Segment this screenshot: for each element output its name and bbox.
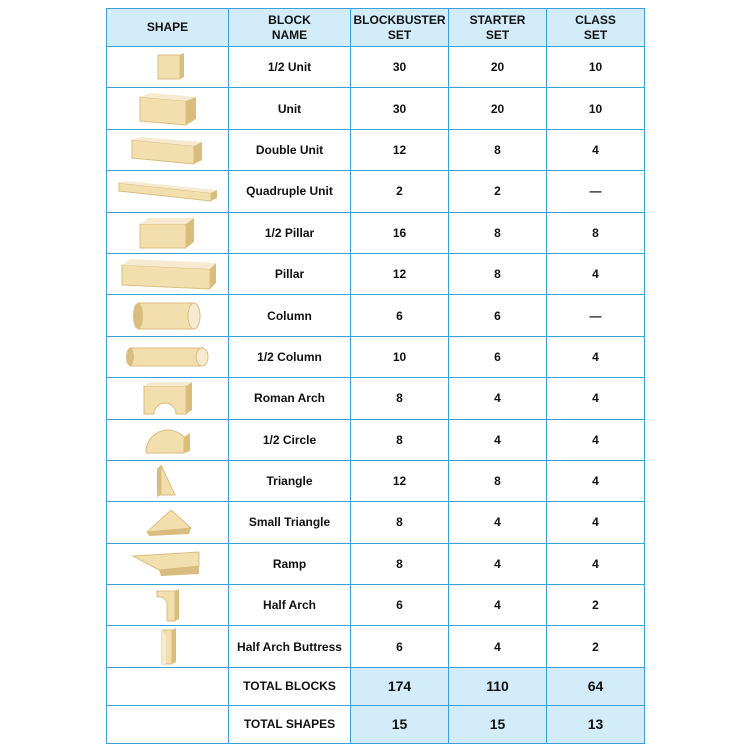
small-triangle-block-icon <box>107 508 228 536</box>
block-name-cell: Quadruple Unit <box>229 171 351 212</box>
shape-cell <box>107 502 229 543</box>
header-starter-line2: SET <box>485 27 510 42</box>
blockbuster-count-cell: 10 <box>351 336 449 377</box>
ramp-block-icon <box>107 550 228 578</box>
starter-count-cell: 6 <box>449 295 547 336</box>
class-count-cell: 4 <box>547 253 645 294</box>
header-shape <box>107 9 229 47</box>
column-block-icon <box>107 300 228 332</box>
shape-cell <box>107 129 229 170</box>
blockbuster-count-cell: 12 <box>351 253 449 294</box>
totals-blockbuster-cell: 15 <box>351 705 449 743</box>
header-class-line1: CLASS <box>575 12 616 27</box>
header-starter-line1: STARTER <box>469 12 526 27</box>
class-count-cell: 2 <box>547 585 645 626</box>
totals-class-cell: 64 <box>547 667 645 705</box>
class-count-cell: 8 <box>547 212 645 253</box>
table-row <box>107 460 645 501</box>
class-count-cell: 4 <box>547 378 645 419</box>
shape-cell <box>107 171 229 212</box>
table-row <box>107 212 645 253</box>
block-name-cell: Ramp <box>229 543 351 584</box>
starter-count-cell: 8 <box>449 253 547 294</box>
blockbuster-count-cell: 6 <box>351 585 449 626</box>
header-blockbuster-line2: SET <box>387 27 412 42</box>
totals-label-cell: TOTAL BLOCKS <box>229 667 351 705</box>
block-set-comparison-table <box>106 8 645 744</box>
blockbuster-count-cell: 12 <box>351 129 449 170</box>
blockbuster-count-cell: 8 <box>351 543 449 584</box>
class-count-cell: — <box>547 171 645 212</box>
totals-blockbuster-cell: 174 <box>351 667 449 705</box>
header-shape-label: SHAPE <box>146 20 189 34</box>
table-row <box>107 47 645 88</box>
starter-count-cell: 20 <box>449 88 547 129</box>
totals-row <box>107 705 645 743</box>
double-unit-block-icon <box>107 134 228 166</box>
starter-count-cell: 20 <box>449 47 547 88</box>
half-arch-block-icon <box>107 587 228 623</box>
table-row <box>107 88 645 129</box>
totals-starter-cell: 110 <box>449 667 547 705</box>
half-circle-block-icon <box>107 423 228 457</box>
starter-count-cell: 8 <box>449 129 547 170</box>
shape-cell <box>107 626 229 667</box>
starter-count-cell: 4 <box>449 378 547 419</box>
shape-cell <box>107 585 229 626</box>
table-row <box>107 295 645 336</box>
block-name-cell: 1/2 Circle <box>229 419 351 460</box>
unit-block-icon <box>107 91 228 127</box>
header-blockbuster-line1: BLOCKBUSTER <box>353 12 446 27</box>
shape-cell <box>107 543 229 584</box>
block-name-cell: Unit <box>229 88 351 129</box>
shape-cell <box>107 419 229 460</box>
roman-arch-block-icon <box>107 380 228 416</box>
class-count-cell: 4 <box>547 543 645 584</box>
totals-label-cell: TOTAL SHAPES <box>229 705 351 743</box>
header-blockbuster-set <box>351 9 449 47</box>
blockbuster-count-cell: 8 <box>351 502 449 543</box>
shape-cell <box>107 336 229 377</box>
table-row <box>107 502 645 543</box>
starter-count-cell: 2 <box>449 171 547 212</box>
table-row <box>107 253 645 294</box>
blockbuster-count-cell: 2 <box>351 171 449 212</box>
block-name-cell: Half Arch <box>229 585 351 626</box>
header-class-line2: SET <box>583 27 608 42</box>
blockbuster-count-cell: 6 <box>351 295 449 336</box>
class-count-cell: 4 <box>547 336 645 377</box>
pillar-block-icon <box>107 257 228 291</box>
starter-count-cell: 8 <box>449 212 547 253</box>
shape-cell <box>107 378 229 419</box>
header-class-set <box>547 9 645 47</box>
table-row <box>107 626 645 667</box>
class-count-cell: 4 <box>547 502 645 543</box>
block-name-cell: Pillar <box>229 253 351 294</box>
header-row <box>107 9 645 47</box>
table-row <box>107 585 645 626</box>
block-name-cell: Half Arch Buttress <box>229 626 351 667</box>
table-row <box>107 378 645 419</box>
totals-empty-cell <box>107 667 229 705</box>
quadruple-unit-block-icon <box>107 179 228 203</box>
triangle-block-icon <box>107 463 228 499</box>
class-count-cell: 4 <box>547 129 645 170</box>
shape-cell <box>107 295 229 336</box>
class-count-cell: — <box>547 295 645 336</box>
starter-count-cell: 6 <box>449 336 547 377</box>
class-count-cell: 4 <box>547 419 645 460</box>
half-column-block-icon <box>107 345 228 369</box>
header-starter-set <box>449 9 547 47</box>
starter-count-cell: 4 <box>449 585 547 626</box>
half-pillar-block-icon <box>107 216 228 250</box>
block-name-cell: 1/2 Pillar <box>229 212 351 253</box>
starter-count-cell: 4 <box>449 419 547 460</box>
blockbuster-count-cell: 30 <box>351 47 449 88</box>
blockbuster-count-cell: 6 <box>351 626 449 667</box>
class-count-cell: 10 <box>547 47 645 88</box>
header-block-name-line1: BLOCK <box>268 12 311 27</box>
starter-count-cell: 4 <box>449 502 547 543</box>
totals-starter-cell: 15 <box>449 705 547 743</box>
block-name-cell: Small Triangle <box>229 502 351 543</box>
totals-class-cell: 13 <box>547 705 645 743</box>
block-name-cell: Triangle <box>229 460 351 501</box>
table-row <box>107 419 645 460</box>
shape-cell <box>107 212 229 253</box>
starter-count-cell: 8 <box>449 460 547 501</box>
block-name-cell: Roman Arch <box>229 378 351 419</box>
blockbuster-count-cell: 12 <box>351 460 449 501</box>
starter-count-cell: 4 <box>449 626 547 667</box>
shape-cell <box>107 460 229 501</box>
table-row <box>107 129 645 170</box>
block-name-cell: Column <box>229 295 351 336</box>
blockbuster-count-cell: 30 <box>351 88 449 129</box>
blockbuster-count-cell: 8 <box>351 419 449 460</box>
block-name-cell: Double Unit <box>229 129 351 170</box>
totals-empty-cell <box>107 705 229 743</box>
block-name-cell: 1/2 Unit <box>229 47 351 88</box>
header-block-name-line2: NAME <box>271 27 308 42</box>
blockbuster-count-cell: 16 <box>351 212 449 253</box>
table-row <box>107 336 645 377</box>
shape-cell <box>107 253 229 294</box>
class-count-cell: 2 <box>547 626 645 667</box>
starter-count-cell: 4 <box>449 543 547 584</box>
blockbuster-count-cell: 8 <box>351 378 449 419</box>
shape-cell <box>107 88 229 129</box>
class-count-cell: 4 <box>547 460 645 501</box>
half-arch-buttress-block-icon <box>107 628 228 666</box>
block-name-cell: 1/2 Column <box>229 336 351 377</box>
header-block-name <box>229 9 351 47</box>
class-count-cell: 10 <box>547 88 645 129</box>
table-row <box>107 543 645 584</box>
half-unit-block-icon <box>107 51 228 83</box>
totals-row <box>107 667 645 705</box>
table-row <box>107 171 645 212</box>
shape-cell <box>107 47 229 88</box>
